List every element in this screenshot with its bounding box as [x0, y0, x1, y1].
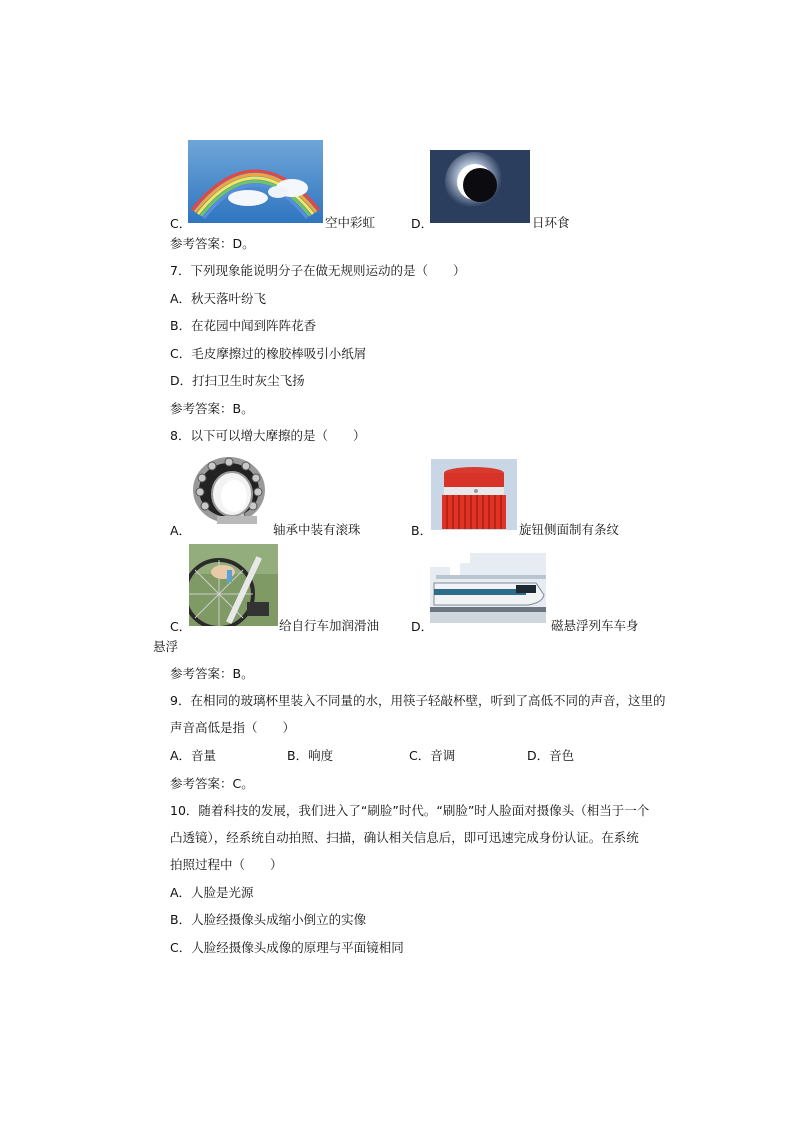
q8-option-c-caption: 给自行车加润滑油 [279, 618, 380, 633]
q8-option-b-caption: 旋钮侧面制有条纹 [519, 522, 620, 537]
q8-option-d-caption-cont: 悬浮 [153, 639, 179, 654]
q6-option-d-caption: 日环食 [532, 215, 570, 230]
q7-stem: 7．下列现象能说明分子在做无规则运动的是（ ） [170, 263, 466, 278]
q9-stem-line1: 9．在相同的玻璃杯里装入不同量的水，用筷子轻敲杯壁，听到了高低不同的声音，这里的 [170, 693, 666, 708]
q10-stem-line2: 凸透镜），经系统自动拍照、扫描，确认相关信息后，即可迅速完成身份认证。在系统 [170, 830, 639, 845]
q8-option-a-caption: 轴承中装有滚珠 [273, 522, 361, 537]
q8-answer: 参考答案：B。 [170, 666, 254, 681]
q9-answer: 参考答案：C。 [170, 776, 254, 791]
q7-option-b: B．在花园中闻到阵阵花香 [170, 318, 317, 333]
q9-option-a: A．音量 [170, 748, 217, 763]
rainbow-image [188, 140, 323, 223]
q8-stem: 8．以下可以增大摩擦的是（ ） [170, 428, 366, 443]
q9-option-b: B．响度 [287, 748, 334, 763]
knob-image [431, 459, 517, 530]
q9-stem-line2: 声音高低是指（ ） [170, 720, 296, 735]
q10-option-c: C．人脸经摄像头成像的原理与平面镜相同 [170, 940, 404, 955]
bicycle-oiling-image [189, 544, 278, 626]
q7-option-c: C．毛皮摩擦过的橡胶棒吸引小纸屑 [170, 346, 367, 361]
q6-answer: 参考答案：D。 [170, 236, 255, 251]
maglev-train-image [430, 553, 546, 623]
q10-option-b: B．人脸经摄像头成缩小倒立的实像 [170, 912, 367, 927]
q7-option-a: A．秋天落叶纷飞 [170, 291, 267, 306]
q6-option-c-letter: C． [170, 216, 192, 231]
q8-option-b-letter: B． [411, 523, 433, 538]
q8-option-a-letter: A． [170, 523, 192, 538]
q7-answer: 参考答案：B。 [170, 401, 254, 416]
q9-option-d: D．音色 [527, 748, 575, 763]
q8-option-c-letter: C． [170, 619, 192, 634]
q10-stem-line3: 拍照过程中（ ） [170, 857, 283, 872]
ball-bearing-image [187, 450, 272, 530]
q10-stem-line1: 10．随着科技的发展，我们进入了“刷脸”时代。“刷脸”时人脸面对摄像头（相当于一个 [170, 803, 650, 818]
q6-option-c-caption: 空中彩虹 [325, 215, 376, 230]
q8-option-d-caption: 磁悬浮列车车身 [551, 618, 639, 633]
q8-option-d-letter: D． [411, 619, 434, 634]
q10-option-a: A．人脸是光源 [170, 885, 254, 900]
q7-option-d: D．打扫卫生时灰尘飞扬 [170, 373, 305, 388]
annular-eclipse-image [430, 150, 530, 223]
q6-option-d-letter: D． [411, 216, 434, 231]
q9-option-c: C．音调 [409, 748, 456, 763]
